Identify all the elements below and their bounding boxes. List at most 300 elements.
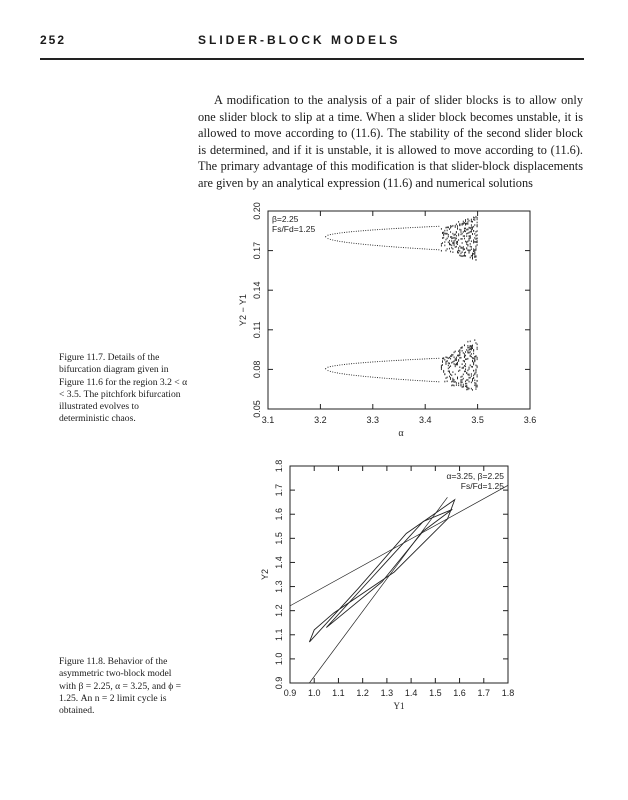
branch-point [365,376,366,377]
chaos-point [459,357,460,359]
chaos-point [469,349,470,351]
branch-point [401,228,402,229]
chaos-point [451,355,452,357]
chaos-point [469,381,470,383]
chaos-point [459,350,460,352]
chaos-point [452,384,453,386]
chaos-point [476,342,477,344]
branch-point [391,228,392,229]
chaos-point [465,252,466,254]
chaos-point [465,355,466,357]
branch-point [398,247,399,248]
branch-point [356,243,357,244]
chaos-point [458,360,459,362]
branch-point [405,227,406,228]
branch-point [415,380,416,381]
chaos-point [465,351,466,353]
branch-point [363,376,364,377]
branch-point [389,378,390,379]
branch-point [429,226,430,227]
chaos-point [469,227,470,229]
branch-point [344,242,345,243]
chaos-point [477,219,478,221]
chaos-point [467,229,468,231]
branch-point [370,230,371,231]
chaos-point [458,370,459,372]
diagonal-line-lower [309,497,447,683]
chaos-point [455,359,456,361]
chaos-point [473,219,474,221]
chaos-point [473,377,474,379]
branch-point [405,359,406,360]
chaos-point [463,223,464,225]
chaos-point [447,230,448,232]
chaos-point [463,360,464,362]
chaos-point [473,230,474,232]
branch-point [386,360,387,361]
branch-point [384,361,385,362]
branch-point [372,377,373,378]
chaos-point [473,217,474,219]
branch-point [386,246,387,247]
branch-point [426,381,427,382]
chaos-point [455,226,456,228]
chaos-point [477,347,478,349]
annotation-force-ratio: Fs/Fd=1.25 [272,224,316,234]
chaos-point [459,250,460,252]
branch-point [438,381,439,382]
branch-point [396,247,397,248]
chaos-point [466,358,467,360]
chaos-point [450,231,451,233]
chaos-point [476,231,477,233]
chaos-point [464,248,465,250]
branch-point [438,226,439,227]
chaos-point [471,373,472,375]
chaos-point [462,247,463,249]
chaos-point [462,376,463,378]
annotation-beta: β=2.25 [272,214,299,224]
chaos-point [467,370,468,372]
chaos-point [443,232,444,234]
branch-point [356,375,357,376]
chaos-point [443,237,444,239]
branch-point [391,378,392,379]
chaos-point [442,358,443,360]
chaos-point [474,356,475,358]
chaos-point [473,370,474,372]
chaos-point [461,384,462,386]
chaos-point [455,234,456,236]
chaos-point [474,339,475,341]
branch-point [412,380,413,381]
branch-point [436,381,437,382]
chaos-point [459,224,460,226]
chaos-point [455,366,456,368]
chaos-point [471,388,472,390]
chaos-point [465,219,466,221]
chaos-point [466,223,467,225]
chaos-point [462,363,463,365]
branch-point [337,240,338,241]
chaos-point [476,241,477,243]
branch-point [365,230,366,231]
chaos-point [466,241,467,243]
chaos-point [472,228,473,230]
branch-point [424,358,425,359]
chaos-point [469,368,470,370]
branch-point [403,247,404,248]
chaos-point [476,249,477,251]
chaos-point [464,356,465,358]
y-tick-label: 0.05 [252,400,262,418]
chaos-point [470,377,471,379]
branch-point [382,377,383,378]
chaos-point [465,220,466,222]
chaos-point [449,240,450,242]
chaos-point [467,218,468,220]
branch-point [386,378,387,379]
chaos-point [456,358,457,360]
chaos-point [446,361,447,363]
chaos-point [462,367,463,369]
chaos-point [459,354,460,356]
chaos-point [444,241,445,243]
branch-point [434,358,435,359]
chaos-point [463,235,464,237]
chaos-point [463,248,464,250]
chaos-point [452,237,453,239]
chaos-point [467,387,468,389]
chaos-point [454,352,455,354]
chaos-point [457,362,458,364]
chaos-point [471,347,472,349]
limit-cycle-outer [309,500,454,642]
chaos-point [465,368,466,370]
x-tick-label: 0.9 [283,688,297,698]
chaos-point [477,222,478,224]
chaos-point [467,221,468,223]
chaos-point [447,380,448,382]
chaos-point [465,371,466,373]
branch-point [337,233,338,234]
branch-point [389,360,390,361]
chaos-point [448,362,449,364]
chaos-point [469,367,470,369]
chaos-point [447,238,448,240]
x-axis-label: Y1 [393,701,405,711]
chaos-point [474,237,475,239]
chaos-point [469,388,470,390]
branch-point [377,377,378,378]
chaos-point [462,255,463,257]
chaos-point [473,353,474,355]
chaos-point [477,359,478,361]
chaos-point [461,231,462,233]
chaos-point [461,357,462,359]
chaos-point [470,250,471,252]
branch-point [360,244,361,245]
chaos-point [469,251,470,253]
chaos-point [456,235,457,237]
chaos-point [473,250,474,252]
chaos-point [472,345,473,347]
chaos-point [449,366,450,368]
branch-point [335,233,336,234]
branch-point [337,372,338,373]
x-tick-label: 1.3 [380,688,394,698]
chaos-point [441,250,442,252]
y-tick-label: 1.0 [274,652,284,666]
chaos-point [451,385,452,387]
chaos-point [456,363,457,365]
chaos-point [469,352,470,354]
chaos-point [446,233,447,235]
chaos-point [471,356,472,358]
branch-point [330,371,331,372]
chaos-point [455,237,456,239]
chaos-point [444,230,445,232]
chaos-point [464,222,465,224]
chaos-point [466,235,467,237]
branch-point [393,246,394,247]
branch-point [332,234,333,235]
branch-point [327,235,328,236]
chaos-point [476,246,477,248]
plot-frame [290,466,508,683]
chaos-point [463,246,464,248]
chaos-point [462,233,463,235]
chaos-point [462,242,463,244]
chaos-point [477,380,478,382]
branch-point [368,362,369,363]
chaos-point [454,385,455,387]
chaos-point [444,245,445,247]
branch-point [325,236,326,237]
branch-point [408,227,409,228]
chaos-point [472,357,473,359]
chaos-point [463,367,464,369]
chaos-point [452,243,453,245]
chaos-point [450,373,451,375]
branch-point [365,244,366,245]
branch-point [377,361,378,362]
branch-point [339,232,340,233]
chaos-point [458,221,459,223]
chaos-point [456,382,457,384]
chaos-point [471,255,472,257]
branch-point [353,231,354,232]
branch-point [417,380,418,381]
chaos-point [449,372,450,374]
chaos-point [458,239,459,241]
branch-point [398,379,399,380]
chaos-point [455,374,456,376]
x-tick-label: 1.5 [429,688,442,698]
chaos-point [447,360,448,362]
chaos-point [473,358,474,360]
branch-point [426,358,427,359]
branch-point [342,364,343,365]
branch-point [424,380,425,381]
chaos-point [470,364,471,366]
chaos-point [458,247,459,249]
chaos-point [458,250,459,252]
chaos-point [446,227,447,229]
chaos-point [476,370,477,372]
limit-cycle-inner [326,509,452,627]
chaos-point [454,234,455,236]
chaos-point [476,372,477,374]
branch-point [401,360,402,361]
branch-point [358,231,359,232]
branch-point [393,360,394,361]
chaos-point [474,252,475,254]
chaos-point [473,375,474,377]
chaos-point [452,371,453,373]
branch-point [377,229,378,230]
branch-point [429,249,430,250]
branch-point [332,239,333,240]
chaos-point [467,379,468,381]
chaos-point [469,240,470,242]
chaos-point [466,248,467,250]
branch-point [398,360,399,361]
branch-point [412,227,413,228]
chaos-point [476,255,477,257]
branch-point [412,248,413,249]
chaos-point [443,370,444,372]
x-tick-label: 1.8 [501,688,515,698]
chaos-point [464,228,465,230]
chaos-point [450,365,451,367]
chaos-point [469,377,470,379]
chaos-point [474,233,475,235]
chaos-point [451,240,452,242]
chaos-point [474,384,475,386]
chaos-point [442,242,443,244]
branch-point [384,378,385,379]
chaos-point [472,389,473,391]
chaos-point [450,225,451,227]
chaos-point [451,247,452,249]
annotation-parameters: α=3.25, β=2.25 [446,471,504,481]
chaos-point [463,384,464,386]
chaos-point [452,354,453,356]
chaos-point [461,376,462,378]
chaos-point [467,347,468,349]
chaos-point [463,374,464,376]
chaos-point [459,369,460,371]
chaos-point [476,365,477,367]
y-tick-label: 1.2 [274,604,284,617]
branch-point [342,241,343,242]
chaos-point [472,361,473,363]
chaos-point [476,369,477,371]
branch-point [332,366,333,367]
chaos-point [474,373,475,375]
chaos-point [450,251,451,253]
branch-point [422,380,423,381]
chaos-point [441,368,442,370]
branch-point [353,363,354,364]
branch-point [379,229,380,230]
branch-point [410,248,411,249]
chaos-point [471,230,472,232]
chaos-point [477,374,478,376]
chaos-point [455,364,456,366]
branch-point [379,377,380,378]
chaos-point [476,235,477,237]
chaos-point [459,352,460,354]
chaos-point [454,379,455,381]
chaos-point [459,366,460,368]
branch-point [365,362,366,363]
branch-point [429,358,430,359]
chaos-point [454,245,455,247]
chaos-point [459,245,460,247]
chaos-point [467,374,468,376]
chaos-point [451,238,452,240]
chaos-point [476,383,477,385]
chaos-point [454,237,455,239]
plot-lines [290,485,508,683]
branch-point [351,363,352,364]
branch-point [403,379,404,380]
branch-point [375,361,376,362]
branch-point [415,248,416,249]
branch-point [391,360,392,361]
chaos-point [463,386,464,388]
chaos-point [455,225,456,227]
branch-point [342,373,343,374]
x-tick-label: 3.2 [314,415,327,425]
branch-point [429,381,430,382]
chaos-point [473,364,474,366]
chaos-point [477,242,478,244]
chaos-point [470,351,471,353]
chaos-point [461,238,462,240]
branch-point [327,370,328,371]
chaos-point [448,357,449,359]
branch-point [412,359,413,360]
chaos-point [462,223,463,225]
branch-point [330,366,331,367]
chaos-point [476,388,477,390]
figure-11-8-caption: Figure 11.8. Behavior of the asymmetric two-block model with β = 2.25, α = 3.25, and ϕ = 1.25. An n = 2 limit cycle is obtained. [59,656,182,717]
chaos-point [449,376,450,378]
chaos-point [464,365,465,367]
chaos-point [471,221,472,223]
chaos-point [469,232,470,234]
chaos-point [455,381,456,383]
chaos-point [474,241,475,243]
chaos-point [464,361,465,363]
chaos-point [452,380,453,382]
running-title: SLIDER-BLOCK MODELS [198,33,401,47]
chaos-point [473,242,474,244]
chaos-point [462,346,463,348]
chaos-point [457,252,458,254]
x-tick-label: 1.1 [332,688,345,698]
chaos-point [457,364,458,366]
chaos-point [476,386,477,388]
chaos-point [457,241,458,243]
chaos-point [457,377,458,379]
chaos-point [474,382,475,384]
branch-point [382,245,383,246]
branch-point [370,376,371,377]
